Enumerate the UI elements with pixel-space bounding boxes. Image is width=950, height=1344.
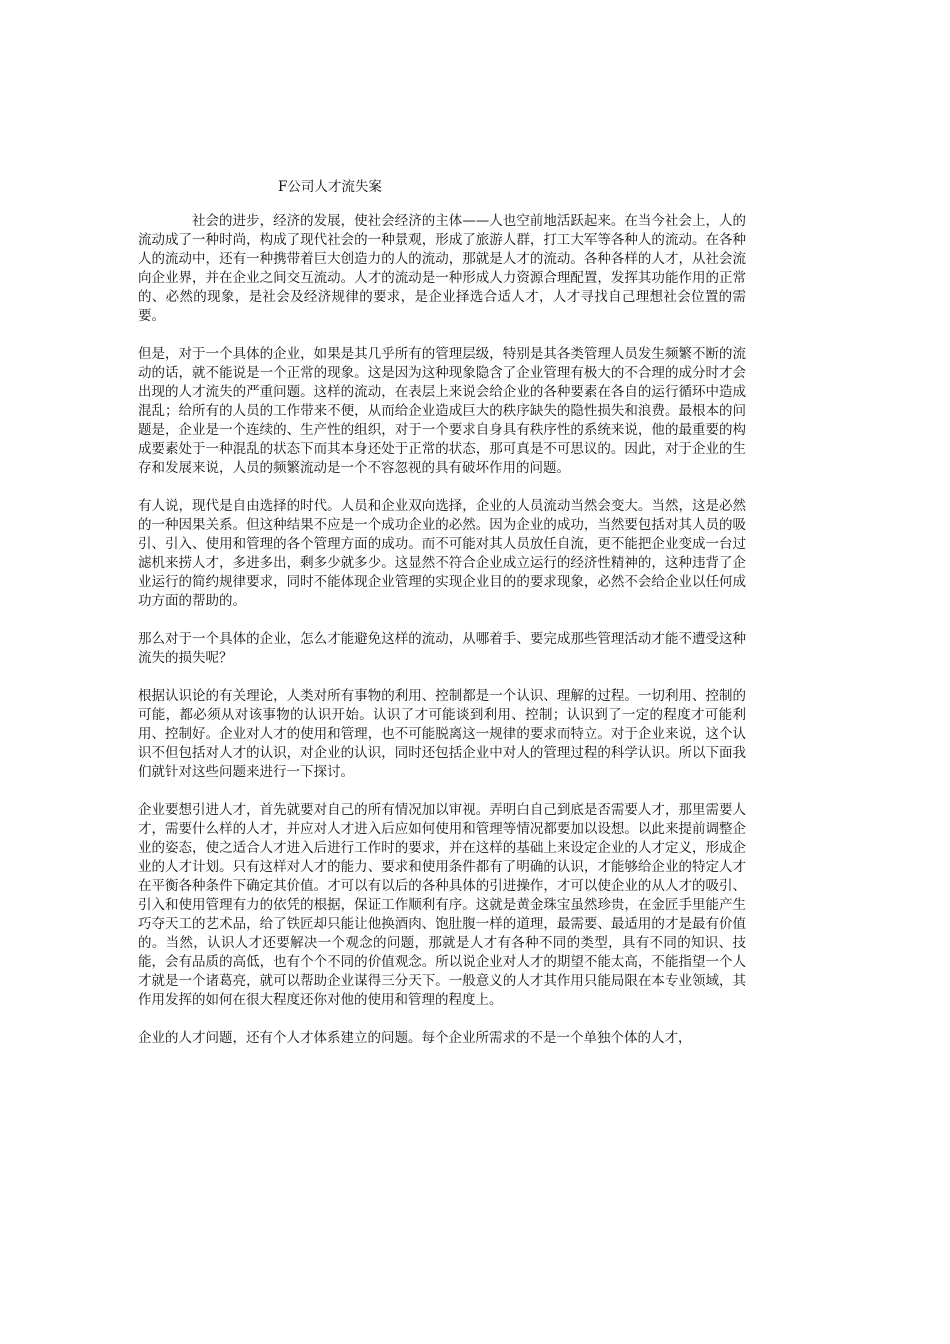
paragraph-3: 有人说，现代是自由选择的时代。人员和企业双向选择，企业的人员流动当然会变大。当然，这是必然的一种因果关系。但这种结果不应是一个成功企业的必然。因为企业的成功，当然要包括对其人员的吸引、引入、使用和管理的各个管理方面的成功。而不可能对其人员放任自流，更不能把企业变成一台过滤机来捞人才，多进多出，剩多少就多少。这显然不符合企业成立运行的经济性精神的，这种违背了企业运行的简约规律要求，同时不能体现企业管理的实现企业目的的要求现象，必然不会给企业以任何成功方面的帮助的。 (138, 498, 746, 609)
document-body (138, 212, 746, 1067)
paragraph-2: 但是，对于一个具体的企业，如果是其几乎所有的管理层级，特别是其各类管理人员发生频繁不断的流动的话，就不能说是一个正常的现象。这是因为这种现象隐含了企业管理有极大的不合理的成分时才会出现的人才流失的严重问题。这样的流动，在表层上来说会给企业的各种要素在各自的运行循环中造成混乱；给所有的人员的工作带来不便，从而给企业造成巨大的秩序缺失的隐性损失和浪费。最根本的问题是，企业是一个连续的、生产性的组织，对于一个要求自身具有秩序性的系统来说，他的最重要的构成要素处于一种混乱的状态下而其本身还处于正常的状态，那可真是不可思议的。因此，对于企业的生存和发展来说，人员的频繁流动是一个不容忽视的具有破坏作用的问题。 (138, 346, 746, 476)
paragraph-4: 那么对于一个具体的企业，怎么才能避免这样的流动，从哪着手、要完成那些管理活动才能不遭受这种流失的损失呢？ (138, 631, 746, 666)
document-title: F公司人才流失案 (278, 179, 382, 195)
paragraph-1: 社会的进步，经济的发展，使社会经济的主体——人也空前地活跃起来。在当今社会上，人的流动成了一种时尚，构成了现代社会的一种景观，形成了旅游人群，打工大军等各种人的流动。在各种人的流动中，还有一种携带着巨大创造力的人的流动，那就是人才的流动。各种各样的人才，从社会流向企业界，并在企业之间交互流动。人才的流动是一种形成人力资源合理配置，发挥其功能作用的正常的、必然的现象，是社会及经济规律的要求，是企业择选合适人才，人才寻找自己理想社会位置的需要。 (138, 213, 746, 324)
paragraph-6: 企业要想引进人才，首先就要对自己的所有情况加以审视。弄明白自己到底是否需要人才，那里需要人才，需要什么样的人才，并应对人才进入后应如何使用和管理等情况都要加以设想。以此来提前调整企业的姿态，使之适合人才进入后进行工作时的要求，并在这样的基础上来设定企业的人才定义，形成企业的人才计划。只有这样对人才的能力、要求和使用条件都有了明确的认识，才能够给企业的特定人才在平衡各种条件下确定其价值。才可以有以后的各种具体的引进操作，才可以使企业的从人才的吸引、引入和使用管理有力的依凭的根据，保证工作顺利有序。这就是黄金珠宝虽然珍贵，在金匠手里能产生巧夺天工的艺术品，给了铁匠却只能让他换酒肉、饱肚腹一样的道理，最需要、最适用的才是最有价值的。当然，认识人才还要解决一个观念的问题，那就是人才有各种不同的类型，具有不同的知识、技能，会有品质的高低，也有个个不同的价值观念。所以说企业对人才的期望不能太高，不能指望一个人才就是一个诸葛亮，就可以帮助企业谋得三分天下。一般意义的人才其作用只能局限在本专业领域，其作用发挥的如何在很大程度还你对他的使用和管理的程度上。 (138, 802, 746, 1008)
paragraph-5: 根据认识论的有关理论，人类对所有事物的利用、控制都是一个认识、理解的过程。一切利用、控制的可能，都必须从对该事物的认识开始。认识了才可能谈到利用、控制；认识到了一定的程度才可能利用、控制好。企业对人才的使用和管理，也不可能脱离这一规律的要求而特立。对于企业来说，这个认识不但包括对人才的认识，对企业的认识，同时还包括企业中对人的管理过程的科学认识。所以下面我们就针对这些问题来进行一下探讨。 (138, 688, 746, 780)
paragraph-7: 企业的人才问题，还有个人才体系建立的问题。每个企业所需求的不是一个单独个体的人才， (138, 1030, 692, 1046)
